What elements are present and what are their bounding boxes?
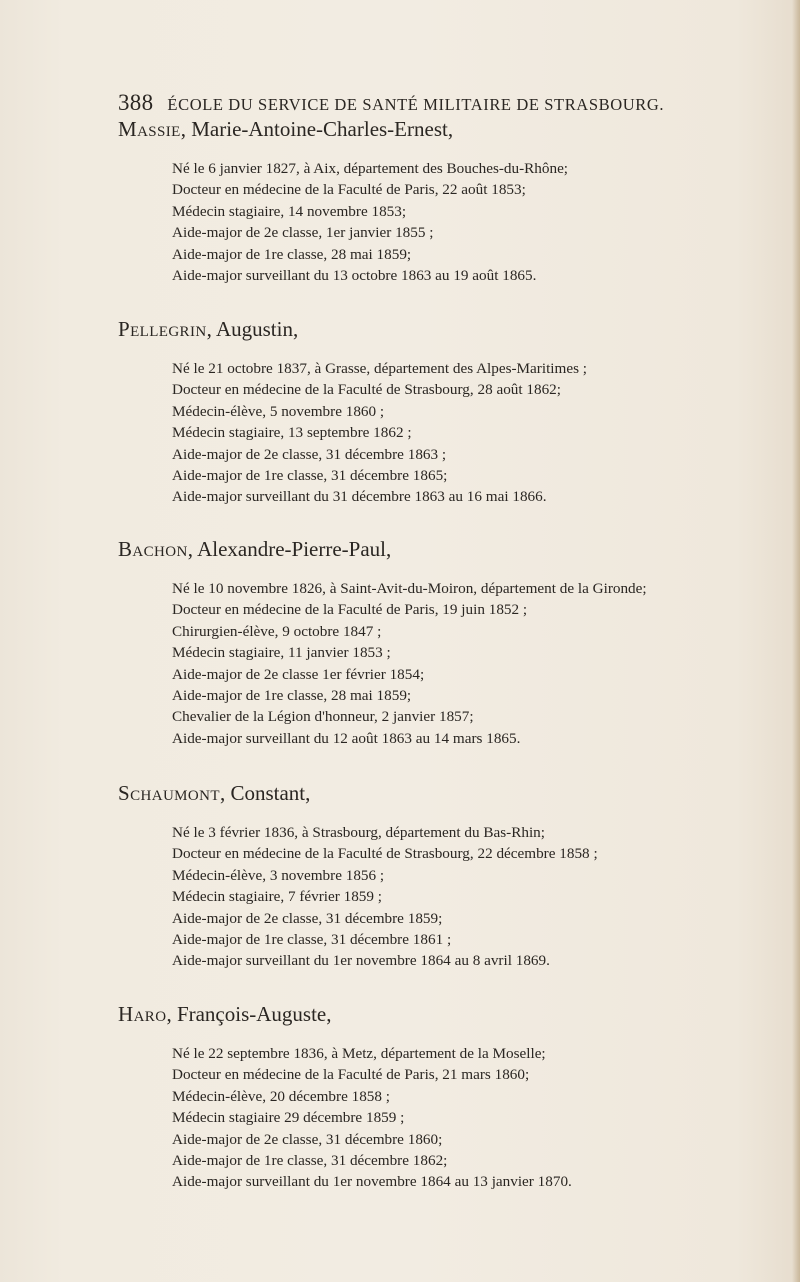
- career-line: Né le 3 février 1836, à Strasbourg, département du Bas-Rhin;: [172, 824, 545, 841]
- career-line: Né le 10 novembre 1826, à Saint-Avit-du-Moiron, département de la Gironde;: [172, 580, 647, 597]
- entry-surname: Bachon: [118, 537, 188, 561]
- entry-given-names: , Alexandre-Pierre-Paul,: [187, 537, 392, 561]
- page-number: 388: [118, 90, 154, 115]
- career-line: Chirurgien-élève, 9 octobre 1847 ;: [172, 622, 382, 640]
- entry-bachon: [118, 536, 738, 749]
- entry-career-lines: [118, 822, 738, 972]
- career-line: Médecin stagiaire 29 décembre 1859 ;: [172, 1109, 405, 1127]
- entry-career-lines: [118, 358, 738, 508]
- entry-career-lines: [118, 1043, 738, 1193]
- career-line: Aide-major de 2e classe, 31 décembre 1863 ;: [172, 445, 447, 463]
- career-line: Aide-major de 1re classe, 28 mai 1859;: [172, 245, 412, 263]
- career-line: Né le 22 septembre 1836, à Metz, département de la Moselle;: [172, 1045, 546, 1062]
- entry-given-names: , Marie-Antoine-Charles-Ernest,: [180, 117, 454, 141]
- career-line: Médecin stagiaire, 7 février 1859 ;: [172, 888, 383, 906]
- entry-career-lines: [118, 158, 738, 286]
- career-line: Chevalier de la Légion d'honneur, 2 janvier 1857;: [172, 708, 474, 726]
- career-line: Aide-major surveillant du 1er novembre 1864 au 8 avril 1869.: [172, 952, 550, 970]
- career-line: Né le 6 janvier 1827, à Aix, département des Bouches-du-Rhône;: [172, 160, 569, 177]
- career-line: Aide-major surveillant du 12 août 1863 au 14 mars 1865.: [172, 729, 521, 747]
- entry-name: [118, 536, 738, 562]
- career-line: Aide-major de 2e classe, 31 décembre 1859;: [172, 909, 443, 927]
- career-line: Docteur en médecine de la Faculté de Paris, 22 août 1853;: [172, 181, 526, 199]
- entry-surname: Massie: [118, 117, 181, 141]
- entry-given-names: , François-Auguste,: [166, 1002, 332, 1026]
- career-line: Médecin-élève, 20 décembre 1858 ;: [172, 1087, 391, 1105]
- career-line: Aide-major de 1re classe, 31 décembre 1861 ;: [172, 931, 452, 949]
- career-line: Médecin stagiaire, 13 septembre 1862 ;: [172, 424, 412, 442]
- entry-name: [118, 316, 738, 342]
- entry-massie: [118, 116, 738, 286]
- entry-name: [118, 116, 738, 142]
- career-line: Aide-major de 1re classe, 31 décembre 1862;: [172, 1152, 448, 1170]
- entry-given-names: , Augustin,: [206, 317, 299, 341]
- entry-pellegrin: [118, 316, 738, 508]
- entry-name: [118, 780, 738, 806]
- career-line: Aide-major surveillant du 1er novembre 1864 au 13 janvier 1870.: [172, 1173, 572, 1191]
- career-line: Aide-major surveillant du 31 décembre 1863 au 16 mai 1866.: [172, 488, 547, 506]
- career-line: Docteur en médecine de la Faculté de Strasbourg, 22 décembre 1858 ;: [172, 845, 598, 863]
- career-line: Docteur en médecine de la Faculté de Strasbourg, 28 août 1862;: [172, 381, 561, 399]
- career-line: Médecin-élève, 5 novembre 1860 ;: [172, 402, 385, 420]
- career-line: Aide-major de 2e classe 1er février 1854;: [172, 665, 425, 683]
- career-line: Médecin stagiaire, 11 janvier 1853 ;: [172, 644, 391, 662]
- entry-career-lines: [118, 578, 738, 749]
- career-line: Aide-major de 2e classe, 31 décembre 1860;: [172, 1130, 443, 1148]
- entry-given-names: , Constant,: [219, 781, 311, 805]
- career-line: Aide-major de 1re classe, 31 décembre 1865;: [172, 467, 448, 485]
- career-line: Né le 21 octobre 1837, à Grasse, département des Alpes-Maritimes ;: [172, 360, 588, 377]
- entry-name: [118, 1001, 738, 1027]
- header-title: ÉCOLE DU SERVICE DE SANTÉ MILITAIRE DE STRASBOURG.: [167, 95, 665, 114]
- career-line: Docteur en médecine de la Faculté de Paris, 19 juin 1852 ;: [172, 601, 528, 619]
- running-header: [118, 90, 718, 116]
- career-line: Docteur en médecine de la Faculté de Paris, 21 mars 1860;: [172, 1066, 530, 1084]
- page-edge-shadow: [792, 0, 800, 1282]
- entry-schaumont: [118, 780, 738, 972]
- entry-surname: Pellegrin: [118, 317, 207, 341]
- entry-surname: Schaumont: [118, 781, 220, 805]
- career-line: Médecin stagiaire, 14 novembre 1853;: [172, 202, 407, 220]
- career-line: Aide-major de 1re classe, 28 mai 1859;: [172, 687, 412, 705]
- career-line: Aide-major de 2e classe, 1er janvier 1855 ;: [172, 224, 434, 242]
- career-line: Médecin-élève, 3 novembre 1856 ;: [172, 866, 385, 884]
- career-line: Aide-major surveillant du 13 octobre 1863 au 19 août 1865.: [172, 267, 537, 285]
- entry-haro: [118, 1001, 738, 1193]
- entry-surname: Haro: [118, 1002, 167, 1026]
